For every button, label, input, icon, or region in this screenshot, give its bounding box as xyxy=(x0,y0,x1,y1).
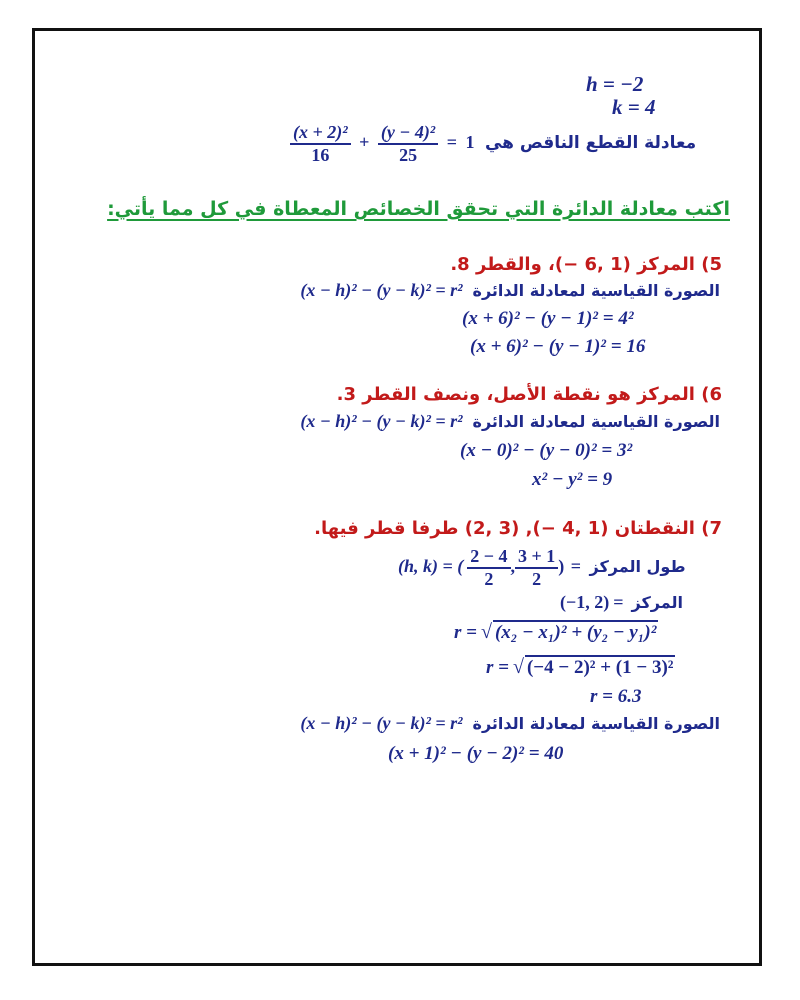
q7-radius-formula-radicand: (x₂ − x₁)² + (y₂ − y₁)² xyxy=(494,622,657,643)
instruction-heading: اكتب معادلة الدائرة التي تحقق الخصائص المعطاة في كل مما يأتي: xyxy=(107,198,730,220)
q7-center-label: طول المركز xyxy=(589,556,686,576)
q6-standard-label: الصورة القياسية لمعادلة الدائرة xyxy=(472,412,720,431)
ellipse-fraction-y xyxy=(378,122,438,165)
q7-center-value: (−1, 2) xyxy=(560,592,610,612)
q6-title: 6) المركز هو نقطة الأصل، ونصف القطر 3. xyxy=(336,384,722,405)
ellipse-equation: $\frac{\text{(x + 2)²}}{16}$ + $\frac{\text{(y − 4)²}}{25}$ = 1 معادلة القطع الناقص هي xyxy=(290,122,696,165)
ellipse-rhs-one: 1 xyxy=(465,131,475,152)
q5-title: 5) المركز (1 ,6 −)، والقطر 8. xyxy=(450,254,722,275)
q7-final-equation: (x + 1)² − (y − 2)² = 40 xyxy=(388,743,564,764)
q5-standard-label: الصورة القياسية لمعادلة الدائرة xyxy=(472,281,720,300)
q5-standard-line xyxy=(300,280,720,301)
q5-standard-formula: (x − h)² − (y − k)² = r² xyxy=(300,280,463,300)
h-value-line: h = −2 xyxy=(586,72,644,96)
q6-standard-formula: (x − h)² − (y − k)² = r² xyxy=(300,411,463,431)
q6-step2: x² − y² = 9 xyxy=(532,469,613,490)
q6-standard-line xyxy=(300,411,720,432)
q7-title: 7) النقطتان (1 ,4 −), (3 ,2) طرفا قطر فيها. xyxy=(314,518,722,539)
q7-center-value-line: (−1, 2) = المركز xyxy=(560,592,683,612)
ellipse-fraction-y-numerator: (y − 4)² xyxy=(378,122,438,145)
page-frame xyxy=(32,28,762,966)
ellipse-fraction-y-denominator: 25 xyxy=(399,144,418,165)
q7-radius-value: r = 6.3 xyxy=(590,686,642,707)
q7-radius-formula: r = √ (x₂ − x₁)² + (y₂ − y₁)² xyxy=(454,621,657,643)
ellipse-label: معادلة القطع الناقص هي xyxy=(484,132,697,153)
q7-standard-line xyxy=(300,713,720,734)
q5-step2: (x + 6)² − (y − 1)² = 16 xyxy=(470,336,646,357)
q7-standard-formula: (x − h)² − (y − k)² = r² xyxy=(300,713,463,733)
ellipse-fraction-x-denominator: 16 xyxy=(311,144,330,165)
q7-fraction-y xyxy=(515,546,558,589)
q7-radius-substitution: r = √ (−4 − 2)² + (1 − 3)² xyxy=(486,656,674,678)
q7-center-formula-line: (h, k) = ( $\frac{2 - 4}{2}$ , $\frac{3 + 1}{2}$ ) = طول المركز xyxy=(398,546,686,589)
q7-fraction-x xyxy=(467,546,510,589)
q7-radius-formula-lhs: r = xyxy=(454,622,477,643)
ellipse-fraction-x-numerator: (x + 2)² xyxy=(290,122,351,145)
k-value-line: k = 4 xyxy=(612,95,656,119)
q7-standard-label: الصورة القياسية لمعادلة الدائرة xyxy=(472,714,720,733)
q7-fraction-x-numerator: 2 − 4 xyxy=(467,546,510,569)
q7-fraction-y-numerator: 3 + 1 xyxy=(515,546,558,569)
q7-center-formula-lhs: (h, k) = ( xyxy=(398,555,464,576)
q5-step1: (x + 6)² − (y − 1)² = 4² xyxy=(462,308,634,329)
q6-step1: (x − 0)² − (y − 0)² = 3² xyxy=(460,440,633,461)
q7-radius-substitution-lhs: r = xyxy=(486,657,509,678)
q7-fraction-x-denominator: 2 xyxy=(484,568,494,589)
q7-radius-substitution-radicand: (−4 − 2)² + (1 − 3)² xyxy=(526,657,674,678)
q7-fraction-y-denominator: 2 xyxy=(532,568,542,589)
q7-center-value-label: المركز xyxy=(631,593,683,612)
ellipse-fraction-x xyxy=(290,122,351,165)
